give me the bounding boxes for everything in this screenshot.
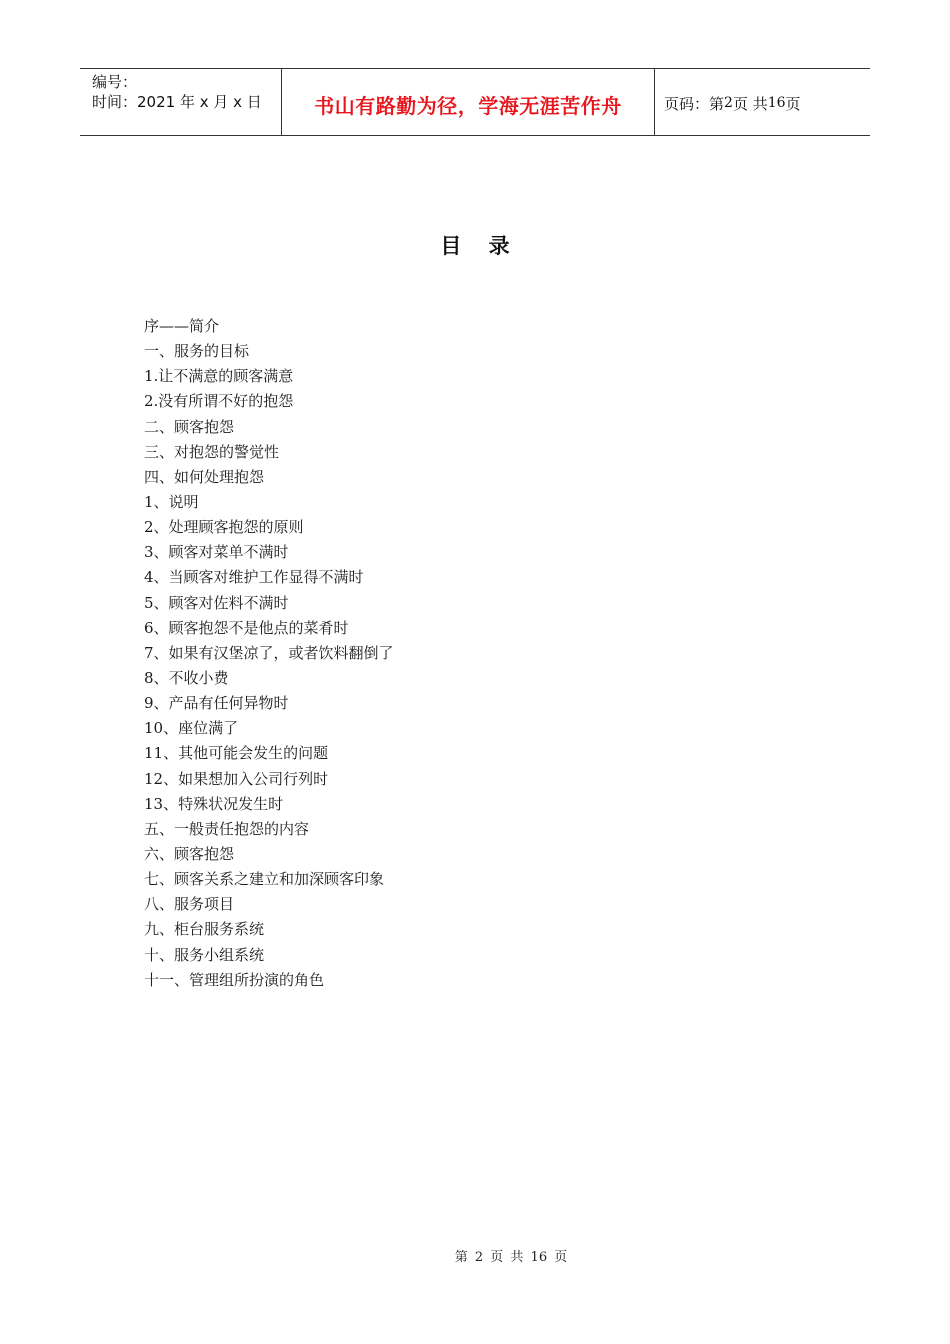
toc-entry[interactable]: 5、顾客对佐料不满时 [144, 593, 289, 612]
page-header [80, 68, 870, 136]
toc-entry[interactable]: 四、如何处理抱怨 [144, 467, 265, 486]
toc-title: 目 录 [440, 234, 520, 258]
toc-entry[interactable]: 12、如果想加入公司行列时 [144, 769, 329, 788]
toc-entry[interactable]: 八、服务项目 [144, 895, 235, 914]
toc-entry[interactable]: 十一、管理组所扮演的角色 [144, 970, 325, 989]
toc-entry[interactable]: 五、一般责任抱怨的内容 [144, 819, 310, 838]
toc-entry[interactable]: 6、顾客抱怨不是他点的菜肴时 [144, 618, 349, 637]
document-date-label: 时间：2021 年 x 月 x 日 [92, 93, 262, 111]
header-motto-cell [282, 69, 655, 135]
toc-entry[interactable]: 4、当顾客对维护工作显得不满时 [144, 568, 364, 587]
toc-entry[interactable]: 1.让不满意的顾客满意 [144, 367, 294, 386]
toc-entry[interactable]: 11、其他可能会发生的问题 [144, 744, 329, 763]
toc-entry[interactable]: 1、说明 [144, 492, 199, 511]
toc-entry[interactable]: 13、特殊状况发生时 [144, 794, 284, 813]
toc-entry[interactable]: 2.没有所谓不好的抱怨 [144, 392, 294, 411]
header-page-indicator [655, 69, 870, 135]
toc-entry[interactable]: 序——简介 [144, 317, 220, 335]
document-number-label: 编号： [92, 73, 138, 91]
table-of-contents [144, 314, 394, 993]
toc-entry[interactable]: 七、顾客关系之建立和加深顾客印象 [144, 870, 385, 889]
page-footer: 第 2 页 共 16 页 [454, 1250, 568, 1265]
toc-entry[interactable]: 3、顾客对菜单不满时 [144, 543, 289, 562]
toc-entry[interactable]: 二、顾客抱怨 [144, 417, 235, 436]
page-middle: 页 共 [732, 94, 768, 113]
toc-entry[interactable]: 9、产品有任何异物时 [144, 694, 289, 713]
header-meta [80, 69, 282, 135]
page-current: 2 [724, 95, 733, 111]
toc-entry[interactable]: 九、柜台服务系统 [144, 920, 265, 939]
toc-entry[interactable]: 六、顾客抱怨 [144, 844, 235, 863]
page-total: 16 [767, 95, 786, 111]
toc-entry[interactable]: 三、对抱怨的警觉性 [144, 442, 280, 461]
toc-entry[interactable]: 10、座位满了 [144, 719, 239, 738]
toc-entry[interactable]: 2、处理顾客抱怨的原则 [144, 518, 304, 537]
toc-entry[interactable]: 一、服务的目标 [144, 342, 250, 361]
page-suffix: 页 [785, 94, 801, 113]
toc-entry[interactable]: 8、不收小费 [144, 668, 229, 687]
header-motto: 书山有路勤为径，学海无涯苦作舟 [314, 93, 622, 118]
page-prefix: 页码：第 [664, 94, 725, 113]
toc-entry[interactable]: 十、服务小组系统 [144, 945, 265, 964]
toc-entry[interactable]: 7、如果有汉堡凉了，或者饮料翻倒了 [144, 643, 394, 662]
